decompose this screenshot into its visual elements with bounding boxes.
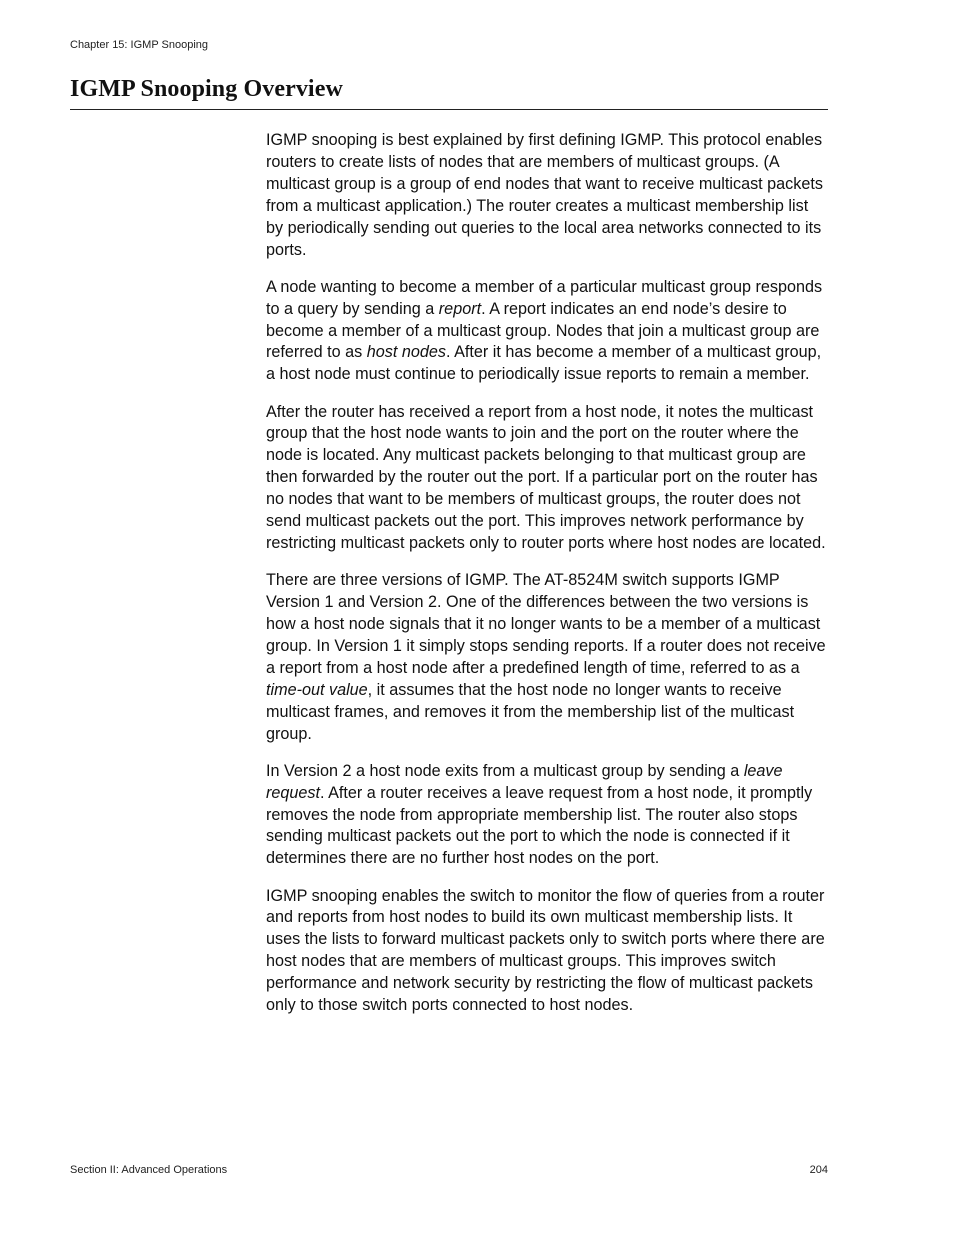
footer-section-label: Section II: Advanced Operations <box>70 1164 228 1176</box>
paragraph-4 <box>266 570 828 745</box>
paragraph-6 <box>266 886 828 1017</box>
paragraph-4-text: , it assumes that the host node no longer wants to receive multicast frames, and removes it from the membership list of the multicast group. <box>266 680 795 743</box>
paragraph-4-text: There are three versions of IGMP. The AT-8524M switch supports IGMP Version 1 and Version 2. One of the differences between the two versions is how a host node signals that it no longer wants to be a member of a multicast group. In Version 1 it simply stops sending reports. If a router does not receive a report from a host node after a predefined length of time, referred to as a <box>266 571 826 677</box>
paragraph-5 <box>266 761 828 871</box>
term-time-out-value: time-out value <box>266 680 368 699</box>
term-report: report <box>438 299 482 318</box>
term-leave-request: leave request <box>266 761 783 802</box>
term-host-nodes: host nodes <box>366 343 446 362</box>
paragraph-2-text: . After it has become a member of a multicast group, a host node must continue to periodically issue reports to remain a member. <box>266 343 822 384</box>
title-rule <box>70 109 828 110</box>
paragraph-5-text: . After a router receives a leave request from a host node, it promptly removes the node from appropriate membership list. The router also stops sending multicast packets out the port to which the node is connected if it determines there are no further host nodes on the port. <box>266 783 813 868</box>
paragraph-1-text: IGMP snooping is best explained by first defining IGMP. This protocol enables routers to create lists of nodes that are members of multicast groups. (A multicast group is a group of end nodes that want to receive multicast packets from a multicast application.) The router creates a multicast membership list by periodically sending out queries to the local area networks connected to its ports. <box>266 131 823 259</box>
paragraph-6-text: IGMP snooping enables the switch to monitor the flow of queries from a router and reports from host nodes to build its own multicast membership lists. It uses the lists to forward multicast packets only to switch ports where there are host nodes that are members of multicast groups. This improves switch performance and network security by restricting the flow of multicast packets only to those switch ports connected to host nodes. <box>266 886 825 1015</box>
page-number: 204 <box>809 1164 828 1176</box>
page-title: IGMP Snooping Overview <box>70 76 343 102</box>
paragraph-3 <box>266 402 828 555</box>
body-text <box>266 130 828 1032</box>
paragraph-5-text: In Version 2 a host node exits from a multicast group by sending a <box>266 761 744 780</box>
paragraph-2 <box>266 277 828 387</box>
paragraph-2-text: . A report indicates an end node’s desire to become a member of a multicast group. Nodes that join a multicast group are referred to as <box>266 299 820 362</box>
running-head: Chapter 15: IGMP Snooping <box>70 39 208 51</box>
paragraph-1 <box>266 130 828 261</box>
paragraph-3-text: After the router has received a report from a host node, it notes the multicast group that the host node wants to join and the port on the router where the node is located. Any multicast packets belonging to that multicast group are then forwarded by the router out the port. If a particular port on the router has no nodes that want to be members of multicast groups, the router does not send multicast packets out the port. This improves network performance by restricting multicast packets only to router ports where host nodes are located. <box>266 402 826 552</box>
paragraph-2-text: A node wanting to become a member of a particular multicast group responds to a query by sending a <box>266 277 823 318</box>
